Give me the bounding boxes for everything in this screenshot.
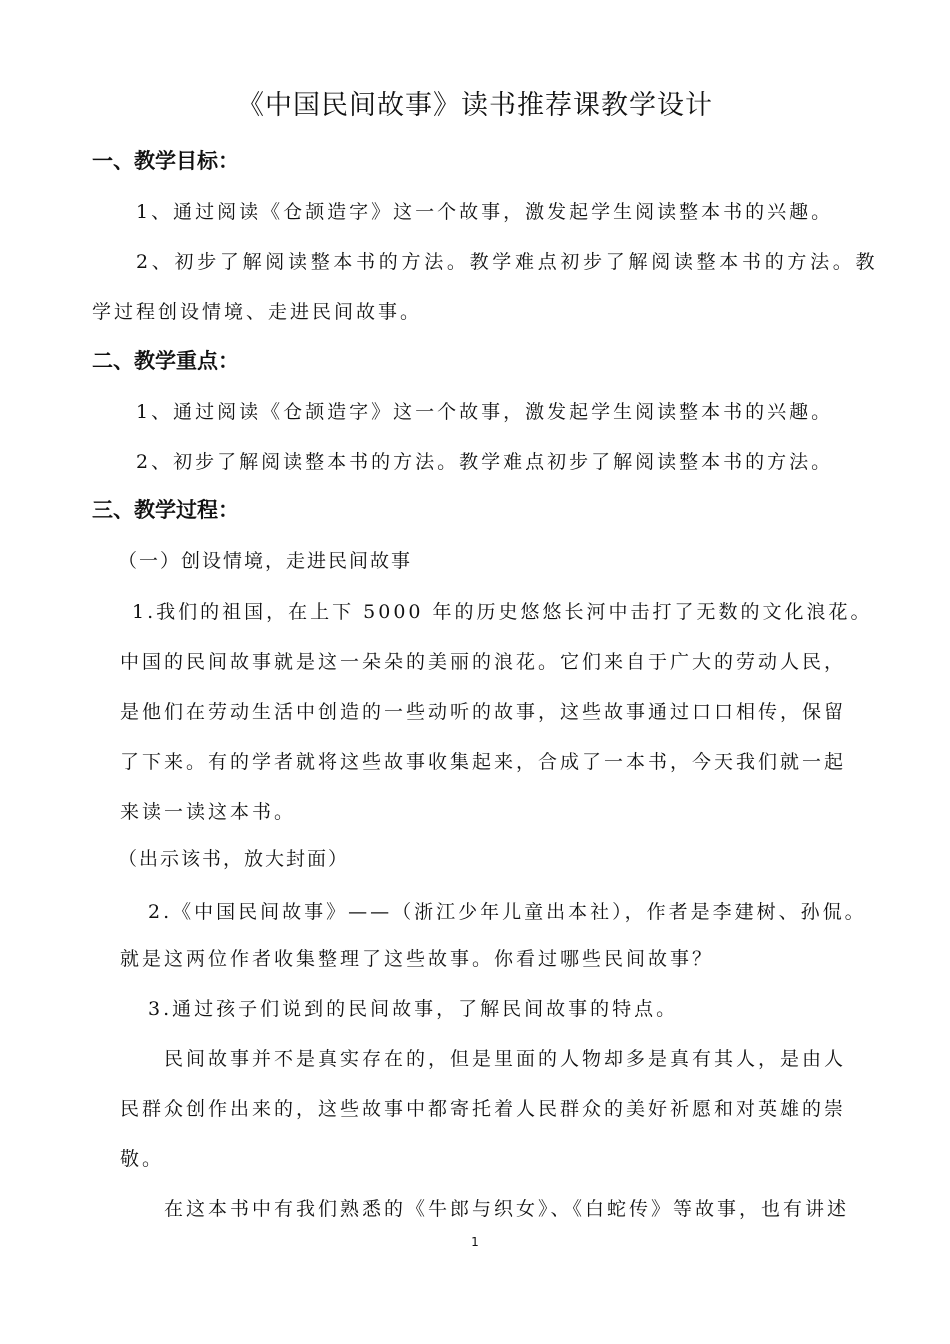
paragraph-line: 学过程创设情境、走进民间故事。 [92, 301, 423, 323]
document-title: 《中国民间故事》读书推荐课教学设计 [237, 90, 713, 121]
paragraph-line: 2、初步了解阅读整本书的方法。教学难点初步了解阅读整本书的方法。教 [136, 251, 879, 273]
section-heading-objectives: 一、教学目标： [92, 149, 239, 173]
page-number: 1 [471, 1235, 479, 1249]
paragraph-line: 中国的民间故事就是这一朵朵的美丽的浪花。它们来自于广大的劳动人民， [120, 651, 847, 673]
paragraph-line: 2.《中国民间故事》——（浙江少年儿童出本社），作者是李建树、孙侃。 [148, 901, 867, 923]
paragraph-line: 就是这两位作者收集整理了这些故事。你看过哪些民间故事？ [120, 948, 715, 970]
paragraph-line: 3.通过孩子们说到的民间故事，了解民间故事的特点。 [148, 998, 679, 1020]
paragraph-line: 了下来。有的学者就将这些故事收集起来，合成了一本书，今天我们就一起 [120, 751, 847, 773]
paragraph-line: 2、初步了解阅读整本书的方法。教学难点初步了解阅读整本书的方法。 [136, 451, 834, 473]
paragraph-line: 是他们在劳动生活中创造的一些动听的故事，这些故事通过口口相传，保留 [120, 701, 847, 723]
section-heading-process: 三、教学过程： [92, 498, 239, 522]
section-heading-key-points: 二、教学重点： [92, 349, 239, 373]
paragraph-line: （出示该书，放大封面） [118, 848, 350, 870]
paragraph-line: 敬。 [120, 1148, 165, 1170]
paragraph-line: 来读一读这本书。 [120, 801, 297, 823]
paragraph-line: 在这本书中有我们熟悉的《牛郎与织女》、《白蛇传》等故事，也有讲述 [164, 1198, 850, 1220]
paragraph-line: 民间故事并不是真实存在的，但是里面的人物却多是真有其人，是由人 [164, 1048, 847, 1070]
paragraph-line: 1、通过阅读《仓颉造字》这一个故事，激发起学生阅读整本书的兴趣。 [136, 401, 834, 423]
subsection-heading: （一）创设情境，走进民间故事 [118, 550, 413, 572]
paragraph-line: 民群众创作出来的，这些故事中都寄托着人民群众的美好祈愿和对英雄的崇 [120, 1098, 847, 1120]
paragraph-line: 1.我们的祖国，在上下 5000 年的历史悠悠长河中击打了无数的文化浪花。 [132, 601, 873, 623]
paragraph-line: 1、通过阅读《仓颉造字》这一个故事，激发起学生阅读整本书的兴趣。 [136, 201, 834, 223]
